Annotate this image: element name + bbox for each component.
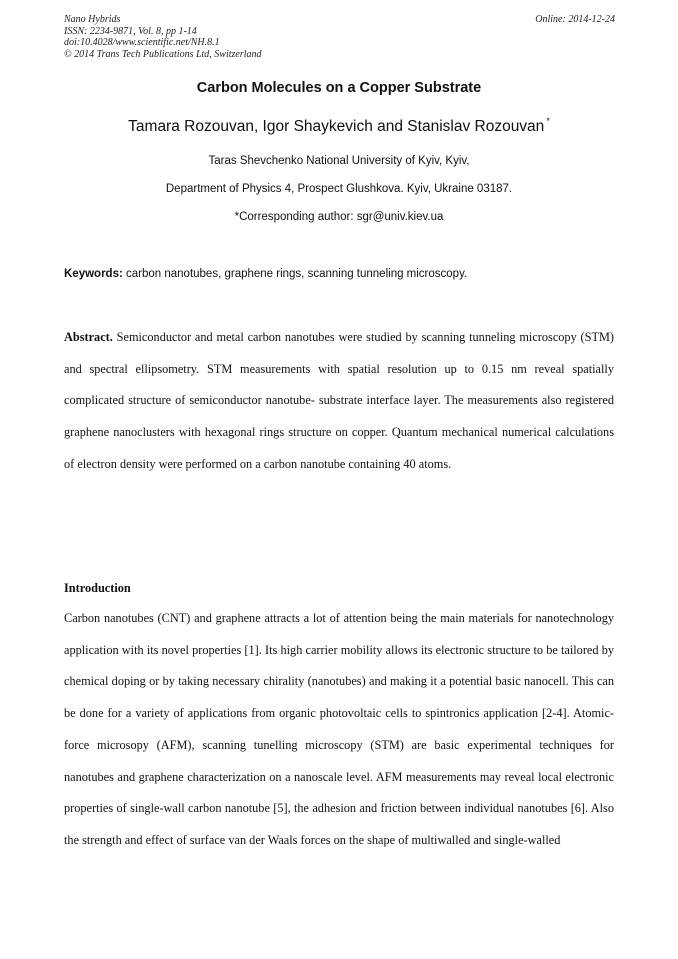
introduction-body: Carbon nanotubes (CNT) and graphene attracts a lot of attention being the main materials for nanotechnology application with its novel properties [1]. Its high carrier mobility allows its electronic structure to be tailored by chemical doping or by taking necessary chirality (nanotubes) and making it a potential basic nanocell. This can be done for a variety of applications from organic photovoltaic cells to spintronics application [2-4]. Atomic-force microsopy (AFM), scanning tunelling microscopy (STM) are basic experimental techniques for nanotubes and graphene characterization on a nanoscale level. AFM measurements may reveal local electronic properties of single-wall carbon nanotube [5], the adhesion and friction between individual nanotubes [6]. Also the strength and effect of surface van der Waals forces on the shape of multiwalled and single-walled <box>64 611 614 847</box>
issn-line: ISSN: 2234-9871, Vol. 8, pp 1-14 <box>64 25 197 37</box>
keywords <box>64 268 616 280</box>
corresponding-marker: * <box>546 116 550 126</box>
abstract <box>64 322 614 481</box>
keywords-text: carbon nanotubes, graphene rings, scanning tunneling microscopy. <box>126 268 468 280</box>
doi-line: doi:10.4028/www.scientific.net/NH.8.1 <box>64 37 220 48</box>
keywords-label: Keywords: <box>64 268 123 280</box>
affiliation-university: Taras Shevchenko National University of Kyiv, Kyiv, <box>208 155 470 167</box>
corresponding-author: *Corresponding author: sgr@univ.kiev.ua <box>234 211 444 223</box>
copyright-line: © 2014 Trans Tech Publications Ltd, Switzerland <box>64 48 262 60</box>
journal-name: Nano Hybrids <box>64 14 121 25</box>
author-names: Tamara Rozouvan, Igor Shaykevich and Stanislav Rozouvan <box>128 118 545 135</box>
section-heading-introduction: Introduction <box>64 581 131 595</box>
online-date <box>535 14 615 26</box>
online-date-text: Online: 2014-12-24 <box>535 14 615 25</box>
abstract-text: Semiconductor and metal carbon nanotubes were studied by scanning tunneling microscopy (STM) and spectral ellipsometry. STM measurements with spatial resolution up to 0.15 nm reveal spatially complicated structure of semiconductor nanotube- substrate interface layer. The measurements also registered graphene nanoclusters with hexagonal rings structure on copper. Quantum mechanical numerical calculations of electron density were performed on a carbon nanotube containing 40 atoms. <box>64 330 614 471</box>
abstract-label: Abstract. <box>64 330 113 344</box>
affiliation-address: Department of Physics 4, Prospect Glushkova. Kyiv, Ukraine 03187. <box>165 183 513 195</box>
paper-title: Carbon Molecules on a Copper Substrate <box>196 80 482 96</box>
author-line <box>0 118 678 136</box>
journal-header <box>64 14 262 60</box>
